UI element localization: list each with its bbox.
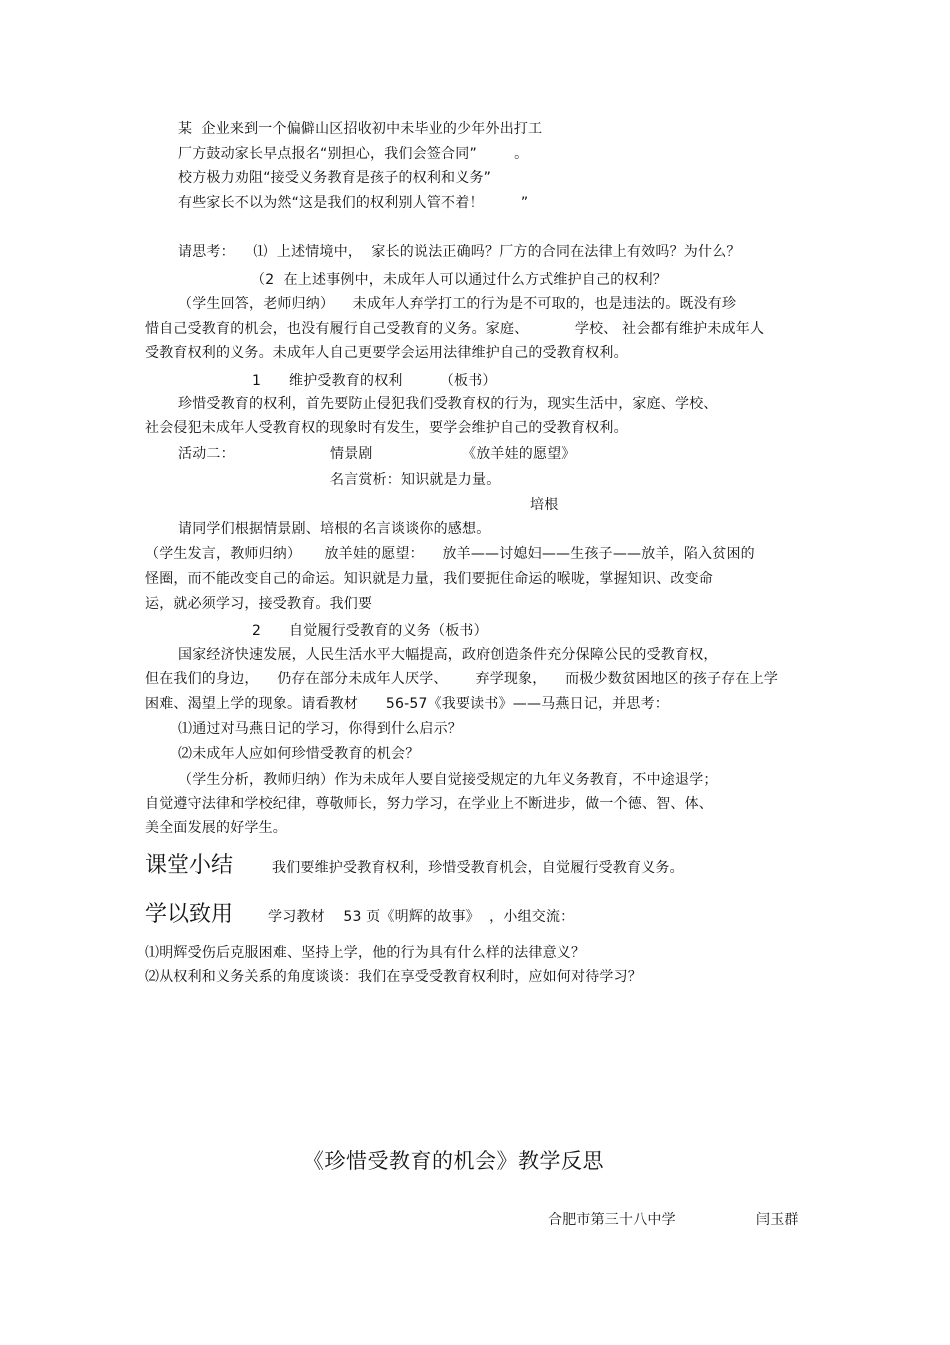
paragraph-line: 怪圈，而不能改变自己的命运。知识就是力量，我们要扼住命运的喉咙，掌握知识、改变命 (145, 571, 713, 587)
think-question-2: （2 在上述事例中，未成年人可以通过什么方式维护自己的权利？ (251, 272, 668, 288)
summary-text: 我们要维护受教育权利，珍惜受教育机会，自觉履行受教育义务。 (272, 860, 684, 876)
scenario-line-1: 某 企业来到一个偏僻山区招收初中未毕业的少年外出打工 (178, 121, 543, 137)
activity-label: 活动二： (178, 446, 235, 462)
apply-heading: 学以致用 (145, 902, 234, 927)
activity-title: 《放羊娃的愿望》 (462, 446, 576, 462)
apply-text: 学习教材 53 页《明辉的故事》 ，小组交流： (268, 909, 575, 925)
paragraph-line: 惜自己受教育的机会，也没有履行自己受教育的义务。家庭、 学校、 社会都有维护未成年人 (145, 321, 765, 337)
paragraph-line: （学生回答，老师归纳） 未成年人弃学打工的行为是不可取的，也是违法的。既没有珍 (178, 296, 737, 312)
paragraph-line: 社会侵犯未成年人受教育权的现象时有发生，要学会维护自己的受教育权利。 (145, 420, 628, 436)
paragraph-line: 运，就必须学习，接受教育。我们要 (145, 596, 373, 612)
think-question-1: 请思考： ⑴ 上述情境中， 家长的说法正确吗？厂方的合同在法律上有效吗？为什么？ (178, 244, 741, 260)
quote-line: 名言赏析：知识就是力量。 (330, 472, 501, 488)
question-item: ⑴通过对马燕日记的学习，你得到什么启示？ (178, 721, 462, 737)
paragraph-line: 珍惜受教育的权利，首先要防止侵犯我们受教育权的行为，现实生活中，家庭、学校、 (178, 396, 718, 412)
school-name: 合肥市第三十八中学 (548, 1212, 676, 1228)
author-name: 闫玉群 (756, 1212, 799, 1228)
board-heading-2: 2 自觉履行受教育的义务（板书） (252, 623, 488, 639)
paragraph-line: 美全面发展的好学生。 (145, 820, 287, 836)
paragraph-line: 但在我们的身边， 仍存在部分未成年人厌学、 弃学现象， 而极少数贫困地区的孩子存在上学 (145, 671, 779, 687)
paragraph-line: （学生分析，教师归纳）作为未成年人要自觉接受规定的九年义务教育，不中途退学； (178, 772, 718, 788)
summary-heading: 课堂小结 (145, 853, 234, 878)
paragraph-line: 自觉遵守法律和学校纪律，尊敬师长，努力学习，在学业上不断进步，做一个德、智、体、 (145, 796, 713, 812)
paragraph-line: 困难、渴望上学的现象。请看教材 56-57《我要读书》——马燕日记，并思考： (145, 696, 669, 712)
activity-type: 情景剧 (330, 446, 373, 462)
scenario-line-3: 校方极力劝阻“接受义务教育是孩子的权利和义务” (178, 170, 492, 186)
scenario-line-4: 有些家长不以为然“这是我们的权利别人管不着！ ” (178, 195, 529, 211)
reflection-title: 《珍惜受教育的机会》教学反思 (303, 1149, 604, 1173)
paragraph-line: （学生发言，教师归纳） 放羊娃的愿望： 放羊——讨媳妇——生孩子——放羊，陷入贫困的 (145, 546, 755, 562)
scenario-line-2: 厂方鼓动家长早点报名“别担心，我们会签合同” 。 (178, 146, 529, 162)
paragraph-line: 请同学们根据情景剧、培根的名言谈谈你的感想。 (178, 521, 491, 537)
paragraph-line: 受教育权利的义务。未成年人自己更要学会运用法律维护自己的受教育权利。 (145, 345, 628, 361)
quote-author: 培根 (530, 497, 559, 513)
question-item: ⑵从权利和义务关系的角度谈谈：我们在享受受教育权利时，应如何对待学习？ (145, 969, 642, 985)
question-item: ⑴明辉受伤后克服困难、坚持上学，他的行为具有什么样的法律意义？ (145, 945, 586, 961)
board-heading-1: 1 维护受教育的权利 （板书） (252, 373, 497, 389)
paragraph-line: 国家经济快速发展，人民生活水平大幅提高，政府创造条件充分保障公民的受教育权， (178, 647, 718, 663)
question-item: ⑵未成年人应如何珍惜受教育的机会？ (178, 746, 420, 762)
